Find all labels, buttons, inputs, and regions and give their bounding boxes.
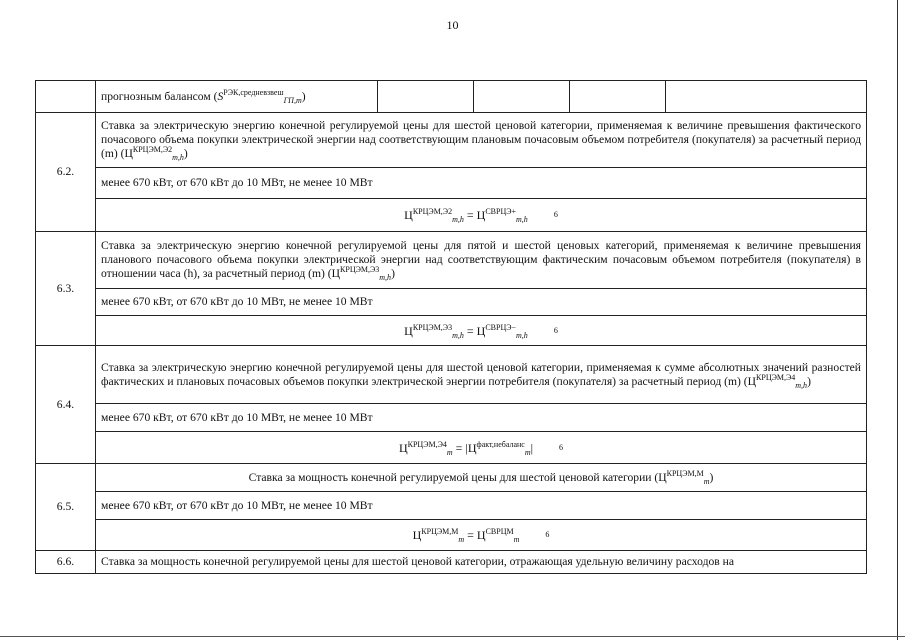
footnote-mark: 6 bbox=[553, 325, 558, 335]
formula: $Ц^{КРЦЭМ,Э3}_{m,h} = Ц^{СВРЦЭ-}_{m,h}6$ bbox=[96, 316, 867, 346]
section-number: 6.6. bbox=[36, 551, 96, 574]
voltage-levels: менее 670 кВт, от 670 кВт до 10 МВт, не менее 10 МВт bbox=[96, 168, 867, 199]
value-cell bbox=[666, 81, 867, 113]
formula-row bbox=[36, 316, 867, 346]
value-cell bbox=[474, 81, 570, 113]
formula-row bbox=[36, 199, 867, 232]
formula: $Ц^{КРЦЭМ,Э4}_m = |Ц^{факт,небаланс}_m|$ 6 bbox=[96, 432, 867, 464]
value-cell bbox=[378, 81, 474, 113]
superscript: РЭК,средневзвеш bbox=[223, 87, 284, 97]
paren: ) bbox=[301, 89, 306, 103]
voltage-levels: менее 670 кВт, от 670 кВт до 10 МВт, не менее 10 МВт bbox=[96, 289, 867, 316]
voltage-row bbox=[36, 168, 867, 199]
voltage-row bbox=[36, 492, 867, 520]
formula: $Ц^{КРЦЭМ,М}_m = Ц^{СВРЦМ}_m6$ bbox=[96, 520, 867, 551]
voltage-levels: менее 670 кВт, от 670 кВт до 10 МВт, не менее 10 МВт bbox=[96, 492, 867, 520]
section-number: 6.4. bbox=[36, 346, 96, 464]
scan-border-bottom bbox=[0, 636, 905, 637]
forecast-balance-cell bbox=[96, 81, 378, 113]
footnote-mark: 6 bbox=[559, 442, 564, 452]
section-title: Ставка за мощность конечной регулируемой цены для шестой ценовой категории, отражающая удельную величину расходов на bbox=[96, 551, 867, 574]
tariff-table bbox=[35, 80, 867, 574]
section-title: Ставка за электрическую энергию конечной регулируемой цены для шестой ценовой категории, применяемая к величине превышения фактического почасового объема покупки электрической энергии над соответствующим плановым почасовым объемом потребителя (покупателя) за расчетный период (m) $(Ц^{КРЦЭМ,Э2}_{m,h})$ bbox=[96, 113, 867, 168]
value-cell bbox=[570, 81, 666, 113]
num-cell-empty bbox=[36, 81, 96, 113]
formula: $Ц^{КРЦЭМ,Э2}_{m,h} = Ц^{СВРЦЭ+}_{m,h}6$ bbox=[96, 199, 867, 232]
footnote-mark: 6 bbox=[553, 210, 558, 219]
page-number: 10 bbox=[446, 18, 459, 32]
section-6-5-title-row bbox=[36, 464, 867, 492]
table-row-continuation bbox=[36, 81, 867, 113]
section-6-6-title-row bbox=[36, 551, 867, 574]
section-6-4-title-row bbox=[36, 346, 867, 404]
formula-row bbox=[36, 432, 867, 464]
section-title: Ставка за электрическую энергию конечной регулируемой цены для шестой ценовой категории, применяемая к сумме абсолютных значений разностей фактических и плановых почасовых объемов покупки электрической энергии потребителя (покупателя) за расчетный период (m) $(Ц^{КРЦЭМ,Э4}_{m,h})$ bbox=[96, 346, 867, 404]
section-number: 6.2. bbox=[36, 113, 96, 232]
symbol: S bbox=[217, 89, 224, 103]
voltage-row bbox=[36, 289, 867, 316]
subscript: ГП,m bbox=[283, 95, 302, 105]
section-number: 6.5. bbox=[36, 464, 96, 551]
section-6-3-title-row bbox=[36, 232, 867, 289]
formula-row bbox=[36, 520, 867, 551]
voltage-levels: менее 670 кВт, от 670 кВт до 10 МВт, не менее 10 МВт bbox=[96, 404, 867, 432]
section-number: 6.3. bbox=[36, 232, 96, 346]
voltage-row bbox=[36, 404, 867, 432]
scan-border-right bbox=[897, 0, 898, 640]
section-title: Ставка за мощность конечной регулируемой цены для шестой ценовой категории $(Ц^{КРЦЭМ,М}_m)$ bbox=[96, 464, 867, 492]
forecast-balance-text: прогнозным балансом ( bbox=[101, 89, 218, 103]
section-title: Ставка за электрическую энергию конечной регулируемой цены для пятой и шестой ценовых категорий, применяемая к величине превышения планового почасового объема покупки электрической энергии над соответствующим фактическим почасовым объемом потребителя (покупателя) в отношении часа (h), за расчетный период (m) $(Ц^{КРЦЭМ,Э3}_{m,h})$ bbox=[96, 232, 867, 289]
section-6-2-title-row bbox=[36, 113, 867, 168]
footnote-mark: 6 bbox=[545, 530, 550, 539]
